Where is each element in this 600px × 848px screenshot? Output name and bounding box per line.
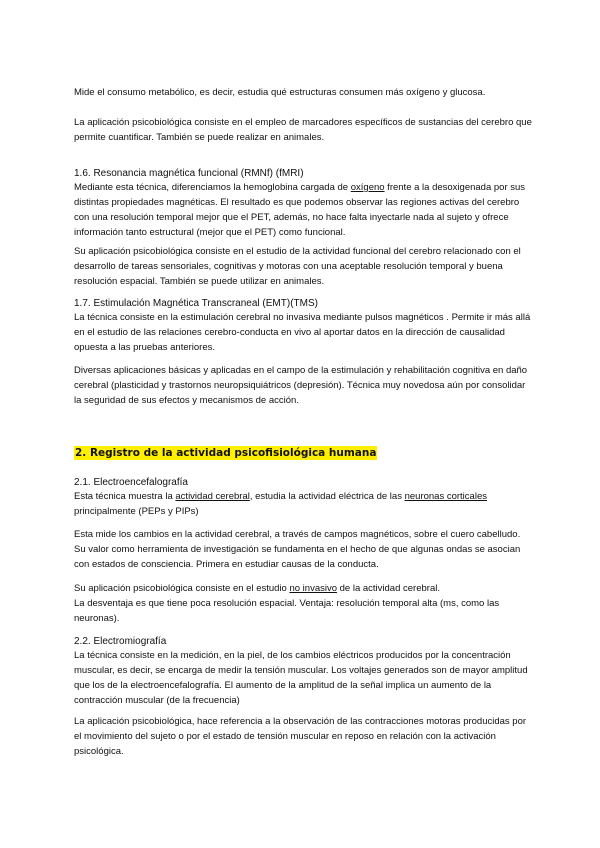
- underlined-term: no invasivo: [289, 583, 337, 594]
- heading-2-1: 2.1. Electroencefalografía: [74, 477, 188, 488]
- paragraph-fmri-application: Su aplicación psicobiológica consiste en el estudio de la actividad funcional del cerebro relacionado con el desarrollo de tareas sensoriales, cognitivas y motoras con una aceptable resolución temporal y buena resolución espacial. También se puede utilizar en animales.: [74, 246, 521, 287]
- section-heading-2: 2. Registro de la actividad psicofisiológica humana: [75, 447, 377, 459]
- heading-2-2: 2.2. Electromiografía: [74, 636, 167, 647]
- paragraph-fmri-technique: Mediante esta técnica, diferenciamos la hemoglobina cargada de oxígeno frente a la desoxigenada por sus distintas propiedades magnéticas. El resultado es que podemos observar las regiones activas del cerebro con una resolución temporal mejor que el PET, además, no hace falta inyectarle nada al sujeto y ofrece información tanto estructural (mejor que el PET) como funcional.: [74, 182, 526, 238]
- underlined-term: actividad cerebral: [175, 491, 250, 502]
- underlined-term: neuronas corticales: [404, 491, 487, 502]
- heading-1-7: 1.7. Estimulación Magnética Transcraneal (EMT)(TMS): [74, 298, 318, 309]
- paragraph-emg-application: La aplicación psicobiológica, hace referencia a la observación de las contracciones motoras producidas por el movimiento del sujeto o por el estado de tensión muscular en reposo en relación con la activación psicológica.: [74, 716, 527, 757]
- paragraph-eeg-application: Su aplicación psicobiológica consiste en el estudio no invasivo de la actividad cerebral.: [74, 583, 440, 594]
- paragraph-tms-technique: La técnica consiste en la estimulación cerebral no invasiva mediante pulsos magnéticos . Permite ir más allá en el estudio de las relaciones cerebro-conducta en vivo al aportar datos en la dirección de causalidad opuesta a las pruebas anteriores.: [74, 312, 531, 353]
- paragraph-eeg-pros-cons: La desventaja es que tiene poca resolución espacial. Ventaja: resolución temporal alta (ms, como las neuronas).: [74, 598, 500, 624]
- paragraph-eeg-technique: Esta técnica muestra la actividad cerebral, estudia la actividad eléctrica de las neuronas corticales principalmente (PEPs y PIPs): [74, 491, 487, 517]
- paragraph-eeg-measurement: Esta mide los cambios en la actividad cerebral, a través de campos magnéticos, sobre el cuero cabelludo. Su valor como herramienta de investigación se fundamenta en el hecho de que algunas ondas se asocian con estados de consciencia. Primera en estudiar causas de la conducta.: [74, 529, 521, 570]
- paragraph-pet-application: La aplicación psicobiológica consiste en el empleo de marcadores específicos de sustancias del cerebro que permite cuantificar. También se puede realizar en animales.: [74, 117, 532, 143]
- paragraph-tms-applications: Diversas aplicaciones básicas y aplicadas en el campo de la estimulación y rehabilitación cognitiva en daño cerebral (plasticidad y trastornos neuropsiquiátricos (depresión). Técnica muy novedosa aún por consolidar la seguridad de sus efectos y mecanismos de acción.: [74, 365, 528, 406]
- heading-1-6: 1.6. Resonancia magnética funcional (RMNf) (fMRI): [74, 168, 304, 179]
- underlined-term: oxígeno: [350, 182, 385, 193]
- paragraph-emg-technique: La técnica consiste en la medición, en la piel, de los cambios eléctricos producidos por la concentración muscular, es decir, se encarga de medir la tensión muscular. Los voltajes generados son de mayor amplitud que los de la electroencefalografía. El aumento de la amplitud de la señal implica un aumento de la contracción muscular (de la frecuencia): [74, 650, 528, 706]
- paragraph-pet-metabolism: Mide el consumo metabólico, es decir, estudia qué estructuras consumen más oxígeno y glucosa.: [74, 87, 486, 98]
